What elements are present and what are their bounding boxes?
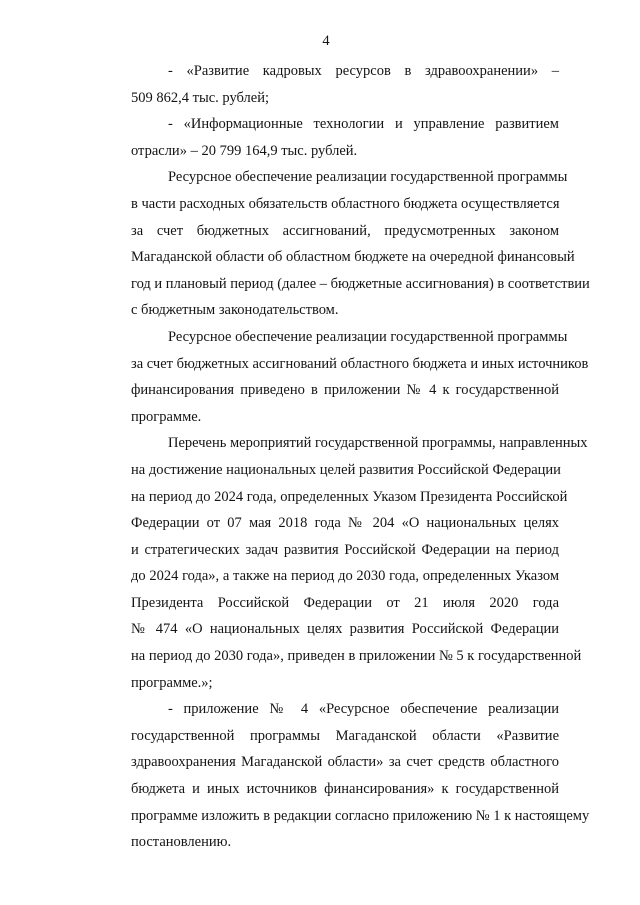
- text-line: - «Развитие кадровых ресурсов в здравоохранении» –: [168, 63, 559, 79]
- text-line: постановлению.: [131, 834, 232, 851]
- text-line: государственной программы Магаданской области «Развитие: [131, 727, 559, 744]
- text-line: Ресурсное обеспечение реализации государственной программы: [168, 169, 568, 186]
- text-line: на достижение национальных целей развития Российской Федерации: [131, 461, 561, 478]
- paragraph-hr-resources: [94, 58, 559, 111]
- text-line: Президента Российской Федерации от 21 июля 2020 года: [131, 594, 559, 611]
- paragraph-resource-provision-appendix-4: [94, 324, 589, 430]
- paragraph-national-goals-list: [94, 430, 588, 696]
- text-line: бюджета и иных источников финансирования» к государственной: [131, 781, 559, 798]
- paragraph-it-development: [94, 111, 559, 164]
- text-line: с бюджетным законодательством.: [131, 302, 339, 319]
- text-line: - «Информационные технологии и управление развитием: [168, 116, 559, 133]
- text-line: на период до 2030 года», приведен в приложении № 5 к государственной: [131, 648, 582, 665]
- text-line: финансирования приведено в приложении № 4 к государственной: [131, 382, 559, 399]
- text-line: - приложение № 4 «Ресурсное обеспечение реализации: [168, 701, 559, 718]
- text-line: за счет бюджетных ассигнований областного бюджета и иных источников: [131, 355, 589, 372]
- text-line: отрасли» – 20 799 164,9 тыс. рублей.: [131, 142, 358, 159]
- text-line: за счет бюджетных ассигнований, предусмотренных законом: [131, 222, 559, 239]
- page-number: 4: [322, 33, 330, 49]
- text-line: год и плановый период (далее – бюджетные ассигнования) в соответствии: [131, 275, 590, 292]
- text-line: программе изложить в редакции согласно приложению № 1 к настоящему: [131, 807, 590, 824]
- text-line: Магаданской области об областном бюджете на очередной финансовый: [131, 249, 575, 266]
- text-line: 509 862,4 тыс. рублей;: [131, 89, 269, 106]
- text-line: программе.: [131, 408, 202, 425]
- document-body: [94, 58, 590, 856]
- paragraph-appendix-4-amendment: [94, 696, 590, 856]
- paragraph-resource-provision-obligations: [94, 164, 590, 324]
- text-line: Ресурсное обеспечение реализации государственной программы: [168, 328, 568, 345]
- text-line: на период до 2024 года, определенных Указом Президента Российской: [131, 488, 568, 505]
- text-line: здравоохранения Магаданской области» за счет средств областного: [131, 754, 559, 771]
- text-line: программе.»;: [131, 674, 213, 691]
- text-line: № 474 «О национальных целях развития Российской Федерации: [131, 621, 559, 638]
- text-line: Перечень мероприятий государственной программы, направленных: [168, 435, 588, 452]
- text-line: и стратегических задач развития Российской Федерации на период: [131, 541, 559, 558]
- text-line: до 2024 года», а также на период до 2030 года, определенных Указом: [131, 568, 559, 585]
- text-line: в части расходных обязательств областного бюджета осуществляется: [131, 195, 560, 212]
- text-line: Федерации от 07 мая 2018 года № 204 «О национальных целях: [131, 515, 559, 532]
